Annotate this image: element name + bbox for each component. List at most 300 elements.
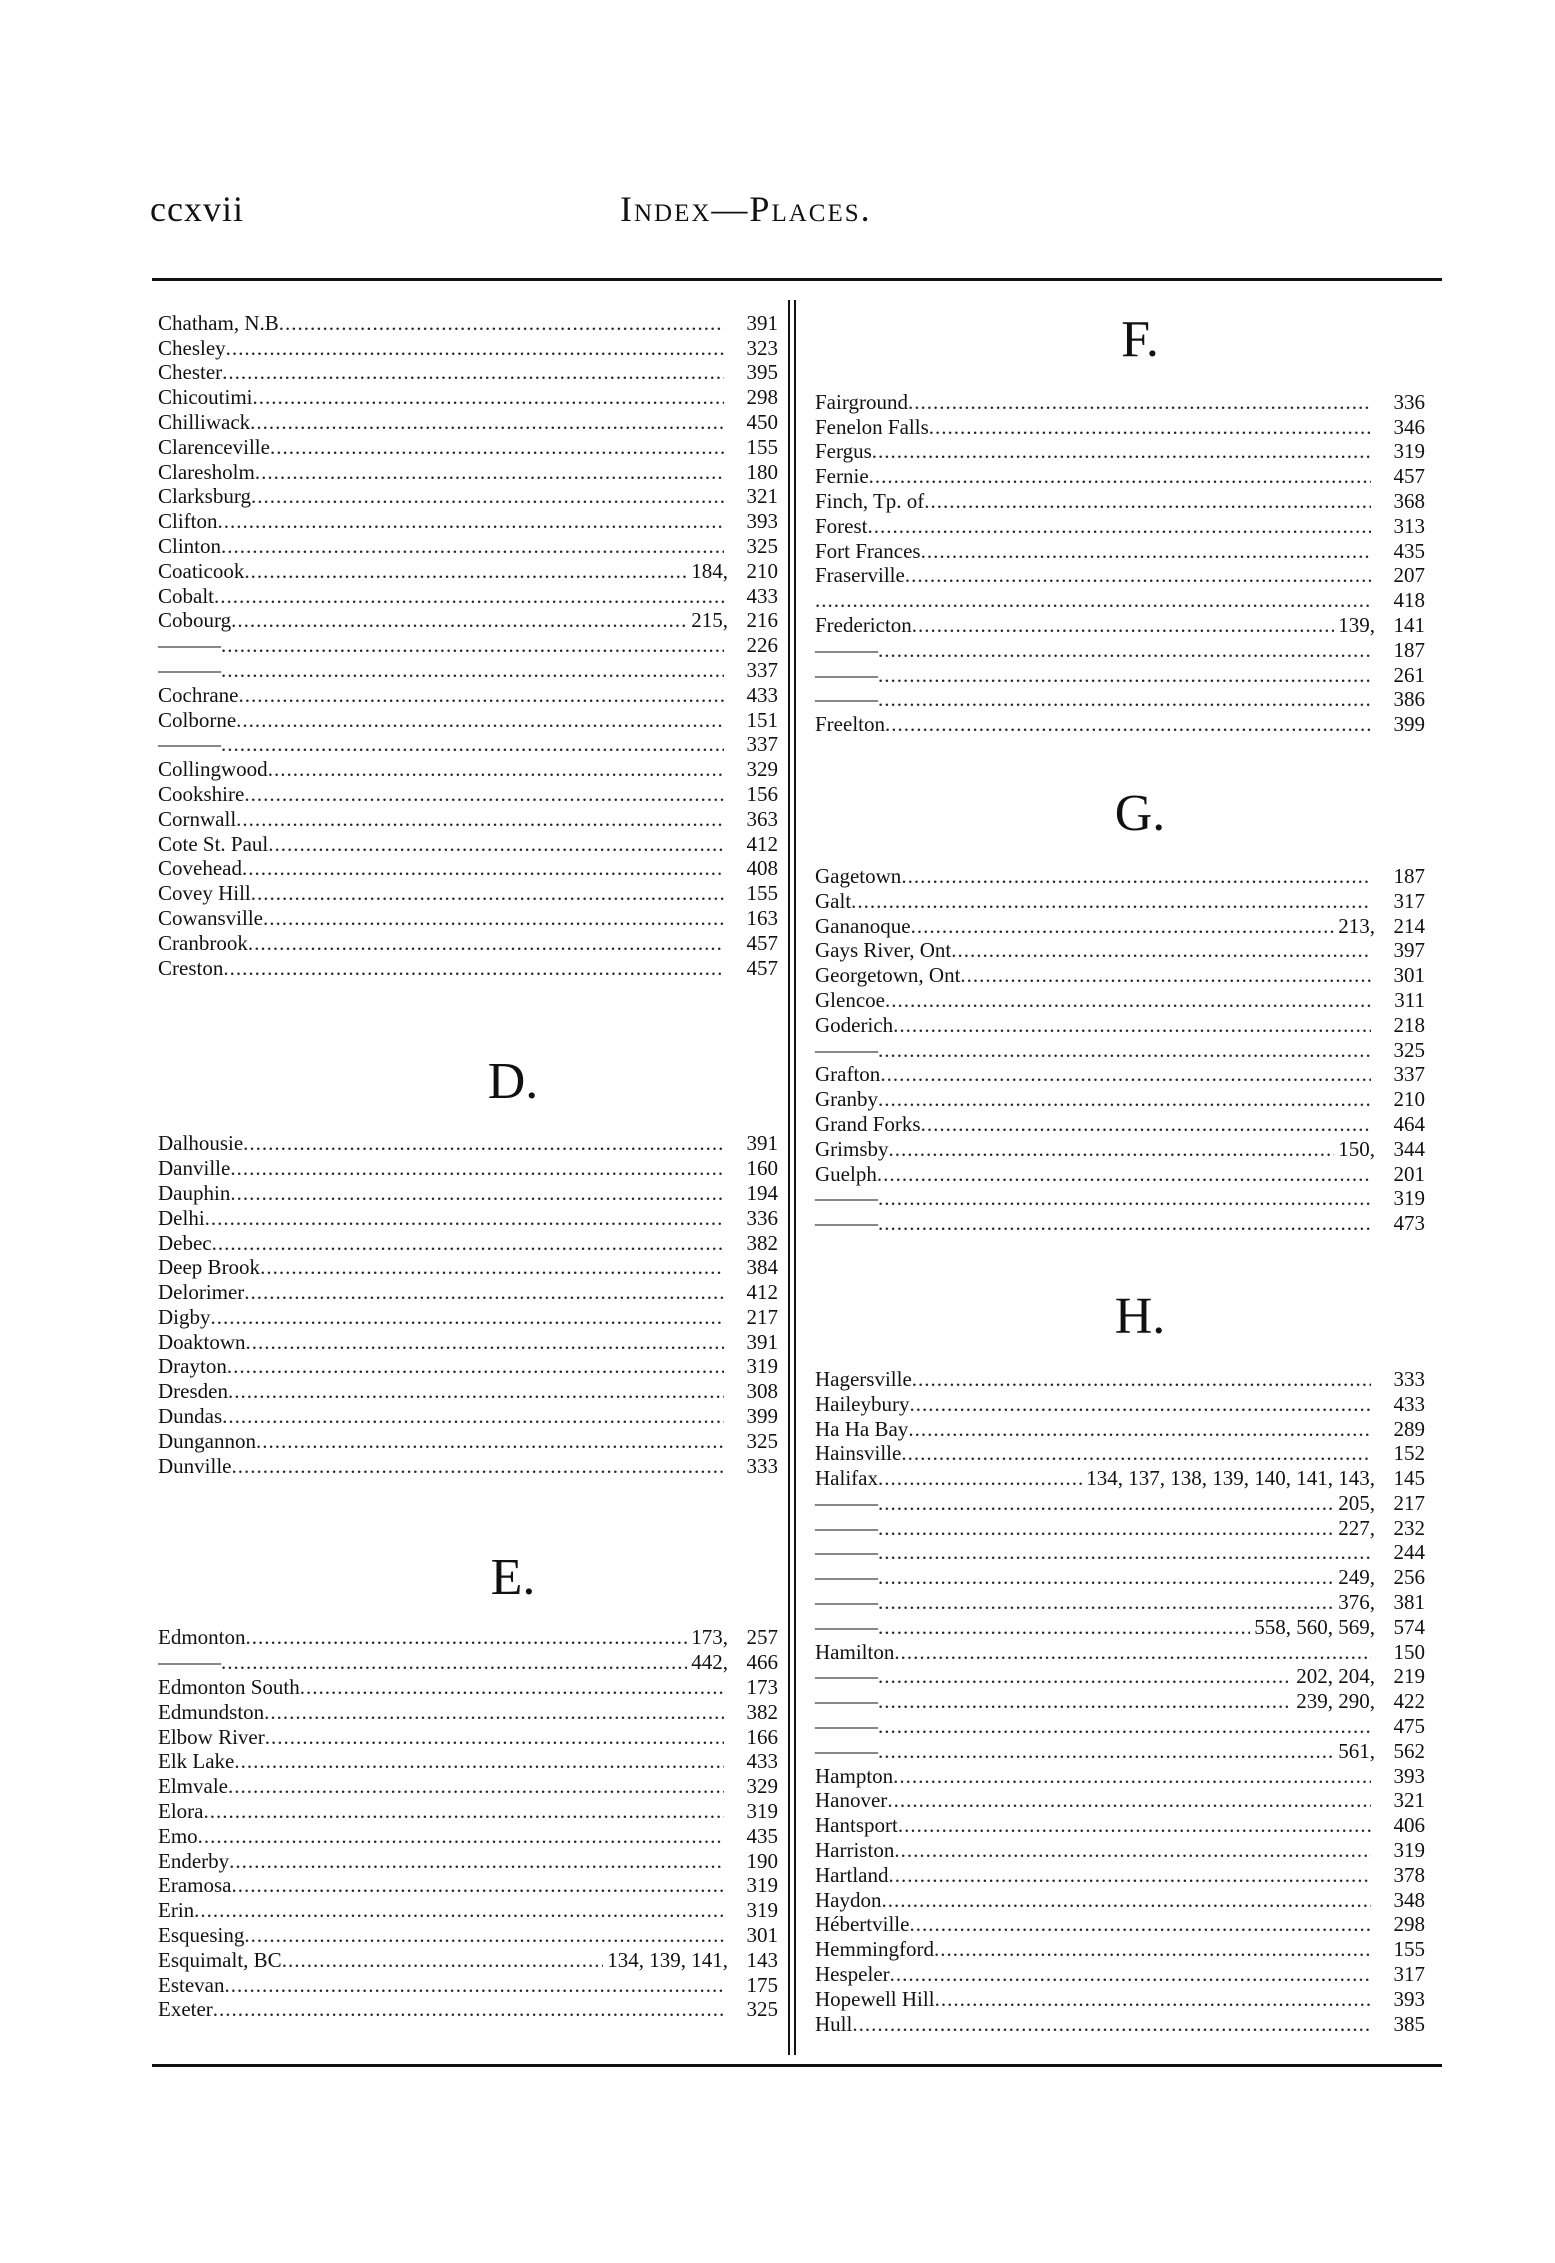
entry-page-number: 466 [746,1650,778,1675]
right-column [815,310,1425,2036]
column-divider-right [794,300,796,2055]
entry-page-refs: 249, [1338,1565,1375,1590]
entry-place-name: Elora [158,1799,204,1824]
entry-place-name: Erin [158,1898,195,1923]
entry-leader-dots [951,938,1371,962]
index-entry [158,508,778,533]
entry-leader-dots [232,1454,725,1478]
entry-place-name: Hébertville [815,1912,910,1937]
entry-page-number: 244 [1393,1540,1425,1565]
entry-place-name: Cobalt [158,583,214,608]
entry-page-number: 378 [1393,1862,1425,1887]
entry-leader-dots [221,633,724,657]
index-entry [158,1378,778,1403]
entry-leader-dots [205,1206,724,1230]
index-entry [158,632,778,657]
entry-page-refs: 150, [1338,1136,1375,1161]
entry-page-number: 395 [746,360,778,385]
entry-page-number: 435 [1393,538,1425,563]
entry-page-number: 261 [1393,662,1425,687]
index-entry [815,439,1425,464]
entry-leader-dots [909,1392,1371,1416]
index-entry [158,1131,778,1156]
entry-page-number: 319 [746,1898,778,1923]
index-entry [815,513,1425,538]
entry-page-number: 337 [746,657,778,682]
entry-page-number: 317 [1393,1962,1425,1987]
entry-leader-dots [236,708,724,732]
entry-page-number: 289 [1393,1416,1425,1441]
index-entry [815,1391,1425,1416]
entry-page-number: 433 [746,583,778,608]
entry-place-name: ——— [815,1565,878,1590]
entry-page-number: 226 [746,633,778,658]
index-entry [815,1713,1425,1738]
entry-place-name: Esquesing [158,1923,245,1948]
index-entry [158,1699,778,1724]
index-entry [815,687,1425,712]
entry-place-name: Haileybury [815,1391,910,1416]
entry-place-name: Deep Brook [158,1255,261,1280]
entry-leader-dots [238,683,724,707]
entry-page-number: 256 [1393,1565,1425,1590]
entry-page-refs: 561, [1338,1738,1375,1763]
entry-place-name: Fraserville [815,563,905,588]
entry-leader-dots [264,1700,724,1724]
entry-page-number: 323 [746,335,778,360]
entry-leader-dots [221,534,724,558]
entry-leader-dots [248,931,724,955]
entry-leader-dots [246,1330,725,1354]
entry-leader-dots [908,1417,1371,1441]
index-entry [815,612,1425,637]
entry-page-number: 145 [1393,1466,1425,1491]
entry-leader-dots [898,1813,1371,1837]
entry-page-refs: 134, 139, 141, [607,1947,728,1972]
entry-leader-dots [270,435,724,459]
entry-leader-dots [890,1962,1371,1986]
entry-page-number: 150 [1393,1639,1425,1664]
section-h-list [815,1366,1425,2036]
entry-leader-dots [255,460,724,484]
entry-place-name: ——— [815,687,878,712]
entry-page-refs: 213, [1338,913,1375,938]
index-entry [815,1688,1425,1713]
entry-page-number: 333 [746,1453,778,1478]
entry-place-name: Hartland [815,1862,889,1887]
entry-place-name: Cowansville [158,905,263,930]
index-entry [815,1012,1425,1037]
entry-place-name: Drayton [158,1354,227,1379]
index-entry [158,1205,778,1230]
entry-place-name: Grafton [815,1062,881,1087]
index-entry [815,1664,1425,1689]
entry-leader-dots [230,1156,724,1180]
entry-place-name: Glencoe [815,987,885,1012]
section-letter-h: H. [1114,1288,1166,1346]
entry-place-name: Harriston [815,1838,895,1863]
index-entry [158,1749,778,1774]
index-entry [158,1873,778,1898]
entry-place-name: Chesley [158,335,226,360]
entry-place-name: Delhi [158,1205,205,1230]
entry-page-refs: 227, [1338,1515,1375,1540]
entry-page-number: 422 [1393,1689,1425,1714]
entry-place-name: Claresholm [158,459,255,484]
entry-leader-dots [213,1997,724,2021]
entry-page-number: 160 [746,1156,778,1181]
entry-place-name: Galt [815,888,852,913]
entry-leader-dots [218,509,724,533]
entry-leader-dots [924,489,1371,513]
entry-leader-dots [929,415,1371,439]
page-title: Index—Places. [620,189,872,229]
entry-page-number: 214 [1393,913,1425,938]
entry-page-number: 464 [1393,1111,1425,1136]
entry-page-number: 346 [1393,414,1425,439]
index-entry [158,1625,778,1650]
entry-place-name: Digby [158,1304,211,1329]
entry-leader-dots [882,1888,1372,1912]
entry-page-number: 180 [746,459,778,484]
entry-page-number: 384 [746,1255,778,1280]
index-entry [158,1848,778,1873]
index-entry [158,384,778,409]
entry-leader-dots [226,336,724,360]
entry-page-number: 381 [1393,1590,1425,1615]
section-f-list [815,389,1425,736]
entry-leader-dots [878,1540,1371,1564]
section-d-list [158,1131,778,1478]
entry-page-number: 217 [746,1304,778,1329]
index-entry [158,1922,778,1947]
entry-page-number: 562 [1393,1738,1425,1763]
index-entry [815,1564,1425,1589]
entry-page-number: 382 [746,1230,778,1255]
entry-place-name: Hemmingford [815,1937,934,1962]
entry-page-refs: 215, [691,608,728,633]
entry-page-number: 151 [746,707,778,732]
entry-leader-dots [888,1863,1371,1887]
entry-page-number: 325 [746,1428,778,1453]
entry-page-refs: 205, [1338,1490,1375,1515]
entry-page-number: 457 [1393,464,1425,489]
entry-place-name: ——— [815,1664,878,1689]
entry-place-name: Eramosa [158,1873,232,1898]
entry-place-name: Fenelon Falls [815,414,929,439]
entry-page-number: 218 [1393,1012,1425,1037]
index-entry [158,1674,778,1699]
entry-page-number: 319 [1393,1186,1425,1211]
entry-page-number: 450 [746,409,778,434]
entry-place-name: Fergus [815,439,872,464]
entry-place-name: Edmonton [158,1625,246,1650]
entry-page-number: 155 [746,881,778,906]
entry-leader-dots [224,1973,724,1997]
entry-place-name: Chester [158,360,223,385]
index-entry [815,488,1425,513]
entry-leader-dots [878,1615,1250,1639]
entry-page-number: 321 [1393,1788,1425,1813]
entry-page-number: 412 [746,831,778,856]
index-entry [815,1812,1425,1837]
index-entry [815,1062,1425,1087]
index-entry [158,1403,778,1428]
entry-page-number: 391 [746,1131,778,1156]
entry-place-name: ——— [815,1738,878,1763]
entry-leader-dots [901,1441,1371,1465]
entry-leader-dots [901,864,1371,888]
entry-place-name: Edmundston [158,1699,265,1724]
entry-page-number: 385 [1393,2011,1425,2036]
index-entry [158,1279,778,1304]
entry-place-name: Hopewell Hill [815,1986,935,2011]
index-entry [815,1936,1425,1961]
entry-leader-dots [878,1038,1371,1062]
entry-page-number: 393 [1393,1986,1425,2011]
entry-leader-dots [905,563,1371,587]
section-e-list [158,1625,778,2022]
entry-place-name: ——— [815,637,878,662]
entry-leader-dots [244,1923,724,1947]
entry-leader-dots [234,1749,724,1773]
entry-page-number: 475 [1393,1714,1425,1739]
entry-leader-dots [889,1137,1335,1161]
index-entry [815,637,1425,662]
index-entry [815,1986,1425,2011]
entry-leader-dots [228,1379,724,1403]
entry-place-name: Guelph [815,1161,877,1186]
entry-page-number: 433 [746,1749,778,1774]
index-entry [158,1997,778,2022]
entry-page-refs: 134, 137, 138, 139, 140, 141, 143, [1086,1466,1375,1491]
entry-page-number: 348 [1393,1887,1425,1912]
entry-place-name: ——— [815,1689,878,1714]
entry-leader-dots [229,1849,724,1873]
entry-page-number: 363 [746,806,778,831]
entry-page-number: 406 [1393,1813,1425,1838]
entry-leader-dots [851,889,1371,913]
index-entry [815,463,1425,488]
index-entry [158,806,778,831]
entry-leader-dots [878,1087,1371,1111]
index-entry [158,1897,778,1922]
index-entry [815,1614,1425,1639]
index-entry [158,1773,778,1798]
entry-place-name: ——— [815,1540,878,1565]
entry-page-number: 433 [746,682,778,707]
index-entry [158,856,778,881]
entry-leader-dots [878,1714,1371,1738]
entry-place-name: Halifax [815,1466,878,1491]
entry-place-name: Hagersville [815,1366,912,1391]
entry-place-name: Clarksburg [158,484,251,509]
entry-leader-dots [878,663,1371,687]
entry-place-name: Haydon [815,1887,882,1912]
entry-place-name: ——— [158,1650,221,1675]
entry-place-name: Covey Hill [158,881,251,906]
entry-leader-dots [912,1367,1371,1391]
entry-page-number: 574 [1393,1614,1425,1639]
index-entry [158,1453,778,1478]
index-entry [815,1136,1425,1161]
entry-page-refs: 184, [691,558,728,583]
entry-leader-dots [228,1774,724,1798]
entry-place-name: ——— [815,1211,878,1236]
index-entry [158,905,778,930]
entry-place-name: ——— [158,633,221,658]
entry-page-number: 473 [1393,1211,1425,1236]
entry-page-number: 217 [1393,1490,1425,1515]
entry-leader-dots [194,1898,724,1922]
entry-page-number: 301 [1393,963,1425,988]
entry-page-number: 399 [746,1404,778,1429]
entry-page-number: 190 [746,1848,778,1873]
index-entry [158,1823,778,1848]
section-letter-f: F. [1121,311,1159,368]
entry-place-name: Hespeler [815,1962,890,1987]
entry-leader-dots [282,1948,604,1972]
index-entry [815,1441,1425,1466]
entry-place-name: Dunville [158,1453,232,1478]
entry-place-name: Hainsville [815,1441,902,1466]
entry-page-number: 317 [1393,888,1425,913]
entry-place-name: Fredericton [815,612,912,637]
section-letter-g: G. [1114,785,1166,843]
entry-place-name: Elbow River [158,1724,265,1749]
index-entry [158,1329,778,1354]
entry-page-number: 155 [1393,1937,1425,1962]
entry-place-name: Gays River, Ont [815,938,952,963]
entry-leader-dots [231,1873,724,1897]
index-entry [158,880,778,905]
entry-leader-dots [221,658,724,682]
entry-place-name: Dauphin [158,1180,231,1205]
entry-place-name: Elk Lake [158,1749,235,1774]
entry-leader-dots [878,687,1371,711]
entry-page-number: 156 [746,781,778,806]
index-entry [815,888,1425,913]
index-entry [158,335,778,360]
entry-page-number: 386 [1393,687,1425,712]
index-entry [815,1366,1425,1391]
entry-place-name: ——— [815,1714,878,1739]
entry-place-name: Gagetown [815,863,902,888]
section-g-list [815,863,1425,1235]
entry-page-number: 325 [1393,1037,1425,1062]
entry-place-name: ——— [815,662,878,687]
entry-page-number: 321 [746,484,778,509]
entry-leader-dots [815,588,1371,612]
entry-leader-dots [256,1429,724,1453]
entry-leader-dots [878,1186,1371,1210]
entry-page-number: 457 [746,955,778,980]
entry-page-number: 155 [746,434,778,459]
index-entry [815,1589,1425,1614]
entry-page-number: 325 [746,533,778,558]
entry-place-name: Chicoutimi [158,385,253,410]
index-entry [158,533,778,558]
entry-place-name: Cornwall [158,806,237,831]
index-entry [815,1416,1425,1441]
entry-page-number: 319 [1393,1838,1425,1863]
entry-leader-dots [935,1987,1371,2011]
index-entry [158,955,778,980]
entry-place-name: ——— [815,1037,878,1062]
column-divider-left [788,300,790,2055]
entry-page-number: 391 [746,310,778,335]
entry-place-name: Debec [158,1230,212,1255]
entry-page-number: 163 [746,905,778,930]
entry-leader-dots [243,1131,724,1155]
entry-page-number: 397 [1393,938,1425,963]
index-entry [815,1837,1425,1862]
entry-page-number: 187 [1393,637,1425,662]
index-entry [158,1972,778,1997]
entry-leader-dots [244,1280,724,1304]
entry-leader-dots [268,757,724,781]
index-entry [158,1798,778,1823]
index-entry [815,1540,1425,1565]
entry-leader-dots [878,1689,1292,1713]
entry-page-refs: 376, [1338,1590,1375,1615]
entry-page-refs: 202, 204, [1296,1664,1375,1689]
entry-page-refs: 173, [691,1625,728,1650]
entry-place-name: Cochrane [158,682,239,707]
entry-leader-dots [260,1255,724,1279]
index-entry [158,310,778,335]
entry-leader-dots [912,613,1334,637]
entry-page-number: 457 [746,930,778,955]
entry-place-name: Clinton [158,533,222,558]
entry-page-number: 194 [746,1180,778,1205]
entry-page-number: 433 [1393,1391,1425,1416]
index-entry [815,1788,1425,1813]
entry-page-number: 393 [746,509,778,534]
index-entry [158,1304,778,1329]
entry-place-name: ——— [815,1515,878,1540]
entry-leader-dots [246,1625,688,1649]
page-number: ccxvii [150,189,244,229]
entry-page-number: 408 [746,856,778,881]
entry-place-name: Creston [158,955,224,980]
entry-leader-dots [878,1491,1334,1515]
entry-leader-dots [885,988,1371,1012]
entry-leader-dots [250,410,724,434]
entry-page-number: 319 [1393,439,1425,464]
entry-leader-dots [268,832,724,856]
index-entry [158,1230,778,1255]
entry-leader-dots [222,1404,724,1428]
entry-place-name: Elmvale [158,1774,228,1799]
index-entry [158,1180,778,1205]
entry-page-number: 257 [746,1625,778,1650]
index-entry [815,2011,1425,2036]
entry-page-number: 201 [1393,1161,1425,1186]
entry-leader-dots [878,1590,1334,1614]
entry-leader-dots [230,1181,724,1205]
index-entry [815,1210,1425,1235]
entry-page-number: 166 [746,1724,778,1749]
index-entry [158,707,778,732]
entry-leader-dots [868,514,1372,538]
index-entry [158,1155,778,1180]
entry-leader-dots [222,360,724,384]
entry-place-name: Hanover [815,1788,888,1813]
entry-page-number: 344 [1393,1136,1425,1161]
index-entry [158,756,778,781]
index-entry [815,1862,1425,1887]
